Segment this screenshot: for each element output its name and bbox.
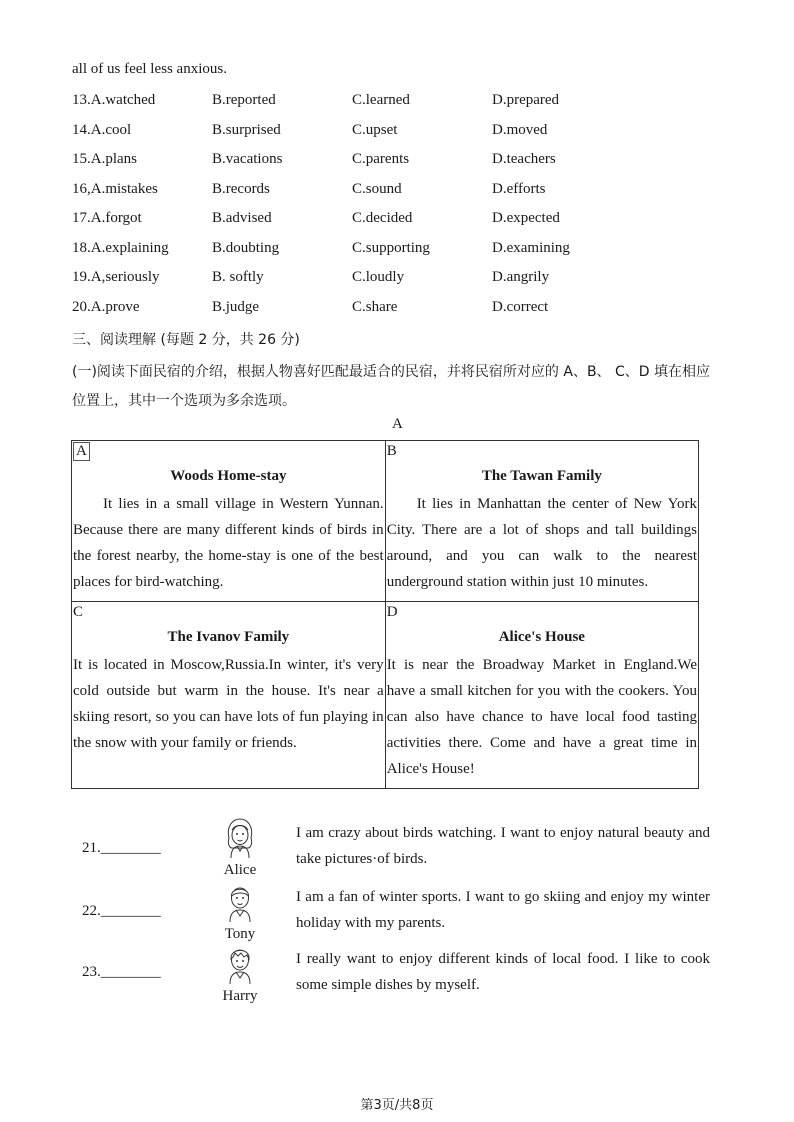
person-name: Tony — [224, 926, 256, 942]
person-picture — [220, 944, 260, 1005]
option-row-19 — [72, 267, 712, 297]
homestay-description: It is near the Broadway Market in England.We have a small kitchen for you with the cookers. You can also have chance to have local food tasting activities there. Come and have a great time in Alice's House! — [386, 657, 697, 777]
part-label: A — [392, 416, 403, 432]
option-d: D.efforts — [492, 180, 546, 197]
option-a: 20.A.prove — [72, 298, 140, 315]
option-d: D.moved — [492, 121, 548, 138]
answer-options — [72, 90, 712, 326]
homestay-description: It is located in Moscow,Russia.In winter, it's very cold outside but warm in the house. It's near a skiing resort, so you can have lots of fun playing in the snow with your family or friends. — [73, 657, 384, 751]
passage-last-line: all of us feel less anxious. — [72, 61, 227, 77]
option-c: C.loudly — [352, 269, 405, 285]
boy-portrait-icon — [223, 882, 257, 924]
person-preference: I am crazy about birds watching. I want to enjoy natural beauty and take pictures·of birds. — [296, 825, 710, 867]
homestay-cell-a — [72, 441, 386, 602]
cell-letter: D — [386, 604, 398, 620]
person-preference: I am a fan of winter sports. I want to go skiing and enjoy my winter holiday with my parents. — [296, 889, 710, 931]
homestay-title: Alice's House — [498, 629, 585, 645]
answer-blank[interactable]: 23.________ — [82, 964, 161, 980]
option-c: C.upset — [352, 121, 398, 138]
option-c: C.sound — [352, 180, 402, 197]
option-b: B.vacations — [212, 151, 283, 167]
option-row-15 — [72, 149, 712, 179]
option-a: 15.A.plans — [72, 151, 137, 167]
option-b: B.surprised — [212, 121, 281, 138]
option-row-20 — [72, 297, 712, 327]
option-row-14 — [72, 120, 712, 150]
option-a: 14.A.cool — [72, 121, 132, 138]
person-picture — [220, 818, 260, 879]
homestay-table — [71, 440, 699, 789]
option-row-18 — [72, 238, 712, 268]
option-a: 17.A.forgot — [72, 210, 142, 226]
option-c: C.parents — [352, 151, 410, 167]
homestay-cell-d — [385, 602, 698, 789]
option-row-17 — [72, 208, 712, 238]
option-a: 19.A,seriously — [72, 269, 160, 285]
option-d: D.teachers — [492, 151, 556, 167]
option-d: D.angrily — [492, 269, 550, 285]
answer-blank[interactable]: 22.________ — [82, 903, 161, 919]
option-d: D.examining — [492, 239, 570, 256]
page-footer: 第3页/共8页 — [360, 1098, 434, 1113]
option-c: C.decided — [352, 210, 413, 226]
option-c: C.share — [352, 298, 398, 315]
homestay-cell-b — [385, 441, 698, 602]
option-d: D.expected — [492, 210, 560, 226]
person-name: Alice — [223, 862, 257, 878]
homestay-cell-c — [72, 602, 386, 789]
cell-letter: A — [73, 442, 90, 461]
person-name: Harry — [222, 988, 258, 1004]
answer-blank[interactable]: 21.________ — [82, 840, 161, 856]
homestay-title: The Tawan Family — [481, 468, 602, 484]
option-a: 16,A.mistakes — [72, 180, 158, 197]
option-a: 13.A.watched — [72, 92, 156, 108]
cell-letter: B — [386, 443, 397, 459]
option-b: B. softly — [212, 269, 264, 285]
option-b: B.doubting — [212, 239, 280, 256]
section-title: 三、阅读理解 (每题 2 分，共 26 分) — [72, 332, 300, 348]
section-instructions: (一)阅读下面民宿的介绍，根据人物喜好匹配最适合的民宿，并将民宿所对应的 A、B、 C、D 填在相应位置上，其中一个选项为多余选项。 — [72, 364, 711, 409]
homestay-description: It lies in a small village in Western Yunnan. Because there are many different kinds of birds in the forest nearby, the home-stay is one of the best places for bird-watching. — [73, 496, 384, 590]
option-c: C.learned — [352, 92, 410, 108]
option-b: B.judge — [212, 298, 260, 315]
option-d: D.prepared — [492, 92, 560, 108]
option-c: C.supporting — [352, 239, 430, 256]
boy-portrait-icon — [223, 944, 257, 986]
homestay-description: It lies in Manhattan the center of New York City. There are a lot of shops and tall buildings around, and you can walk to the nearest underground station within just 10 minutes. — [386, 496, 697, 590]
option-b: B.advised — [212, 210, 272, 226]
option-row-13 — [72, 90, 712, 120]
cell-letter: C — [73, 604, 84, 620]
person-preference: I really want to enjoy different kinds of local food. I like to cook some simple dishes by myself. — [296, 951, 710, 993]
homestay-title: The Ivanov Family — [167, 629, 290, 645]
option-row-16 — [72, 179, 712, 209]
option-b: B.reported — [212, 92, 276, 108]
option-b: B.records — [212, 180, 270, 197]
option-d: D.correct — [492, 298, 549, 315]
person-picture — [220, 882, 260, 943]
option-a: 18.A.explaining — [72, 239, 169, 256]
girl-portrait-icon — [223, 818, 257, 860]
homestay-title: Woods Home-stay — [170, 468, 287, 484]
